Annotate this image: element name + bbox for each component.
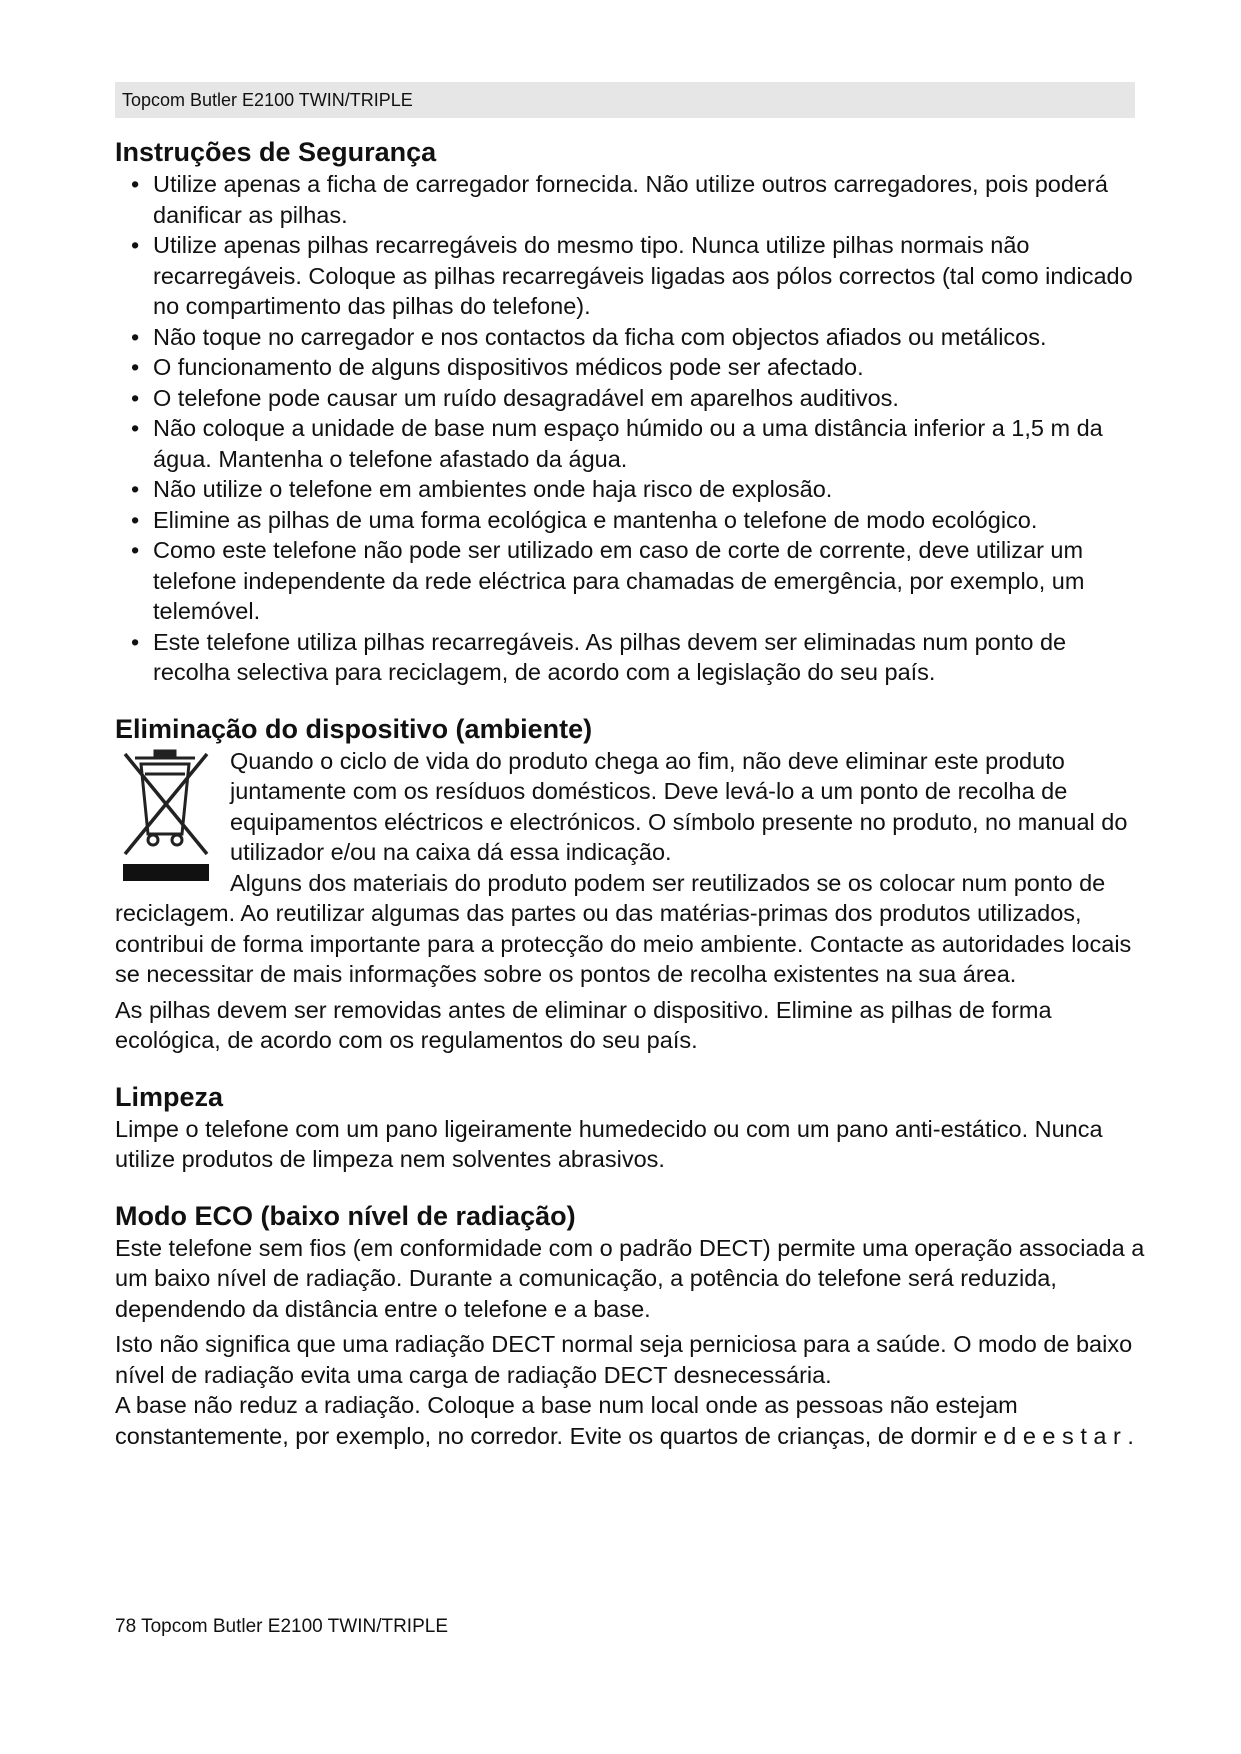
disposal-paragraph: As pilhas devem ser removidas antes de eliminar o dispositivo. Elimine as pilhas de forma ecológica, de acordo com os regulamentos do seu país. xyxy=(115,996,1052,1053)
safety-item: • Não utilize o telefone em ambientes onde haja risco de explosão. xyxy=(131,476,833,502)
eco-heading: Modo ECO (baixo nível de radiação) xyxy=(115,1200,576,1231)
safety-item: • Elimine as pilhas de uma forma ecológica e mantenha o telefone de modo ecológico. xyxy=(131,506,1038,533)
safety-item: • Utilize apenas a ficha de carregador fornecida. Não utilize outros carregadores, pois poderá danificar as pilhas. xyxy=(131,171,1108,228)
safety-heading: Instruções de Segurança xyxy=(115,137,437,167)
header-title: Topcom Butler E2100 TWIN/TRIPLE xyxy=(122,90,413,110)
safety-section xyxy=(115,135,1145,688)
safety-item: • Utilize apenas pilhas recarregáveis do mesmo tipo. Nunca utilize pilhas normais não recarregáveis. Coloque as pilhas recarregáveis ligadas aos pólos correctos (tal como indicado no compartimento das pilhas do telefone). xyxy=(131,232,1133,319)
safety-item: • O telefone pode causar um ruído desagradável em aparelhos auditivos. xyxy=(131,384,899,411)
disposal-paragraph: Quando o ciclo de vida do produto chega ao fim, não deve eliminar este produto juntamente com os resíduos domésticos. Deve levá-lo a um ponto de recolha de equipamentos eléctricos e electrónicos. O símbolo presente no produto, no manual do utilizador e/ou na caixa dá essa indicação. xyxy=(230,747,1128,865)
disposal-heading: Eliminação do dispositivo (ambiente) xyxy=(115,713,593,744)
eco-paragraph: Este telefone sem fios (em conformidade com o padrão DECT) permite uma operação associada a um baixo nível de radiação. Durante a comunicação, a potência do telefone será reduzida, dependendo da distância entre o telefone e a base. xyxy=(115,1234,1145,1322)
page-content xyxy=(115,135,1145,1451)
disposal-paragraph: Alguns dos materiais do produto podem ser reutilizados se os colocar num ponto de reciclagem. Ao reutilizar algumas das partes ou das matérias-primas dos produtos utilizados, contribui de forma importante para a protecção do meio ambiente. Contacte as autoridades locais se necessitar de mais informações sobre os pontos de recolha existentes na sua área. xyxy=(115,869,1132,987)
disposal-section xyxy=(115,712,1145,1056)
cleaning-heading: Limpeza xyxy=(115,1081,224,1112)
cleaning-paragraph: Limpe o telefone com um pano ligeiramente humedecido ou com um pano anti-estático. Nunca utilize produtos de limpeza nem solventes abrasivos. xyxy=(115,1115,1103,1172)
cleaning-section xyxy=(115,1080,1145,1175)
safety-item: • Não toque no carregador e nos contactos da ficha com objectos afiados ou metálicos. xyxy=(131,323,1047,350)
safety-list xyxy=(115,169,1145,688)
eco-paragraph: A base não reduz a radiação. Coloque a base num local onde as pessoas não estejam constantemente, por exemplo, no corredor. Evite os quartos de crianças, de dormir e d e e s t a r . xyxy=(115,1392,1134,1449)
eco-paragraph: Isto não significa que uma radiação DECT normal seja perniciosa para a saúde. O modo de baixo nível de radiação evita uma carga de radiação DECT desnecessária. xyxy=(115,1331,1133,1388)
safety-item: • Não coloque a unidade de base num espaço húmido ou a uma distância inferior a 1,5 m da água. Mantenha o telefone afastado da água. xyxy=(131,415,1103,472)
page-footer: 78 Topcom Butler E2100 TWIN/TRIPLE xyxy=(115,1616,449,1637)
disposal-body xyxy=(115,746,1145,1056)
safety-item: • O funcionamento de alguns dispositivos médicos pode ser afectado. xyxy=(131,354,864,380)
page-header xyxy=(115,82,1135,118)
weee-crossed-bin-icon xyxy=(115,746,217,881)
eco-section xyxy=(115,1199,1145,1452)
safety-item: • Como este telefone não pode ser utilizado em caso de corte de corrente, deve utilizar um telefone independente da rede eléctrica para chamadas de emergência, por exemplo, um telemóvel. xyxy=(131,537,1085,624)
safety-item: • Este telefone utiliza pilhas recarregáveis. As pilhas devem ser eliminadas num ponto de recolha selectiva para reciclagem, de acordo com a legislação do seu país. xyxy=(131,628,1067,685)
